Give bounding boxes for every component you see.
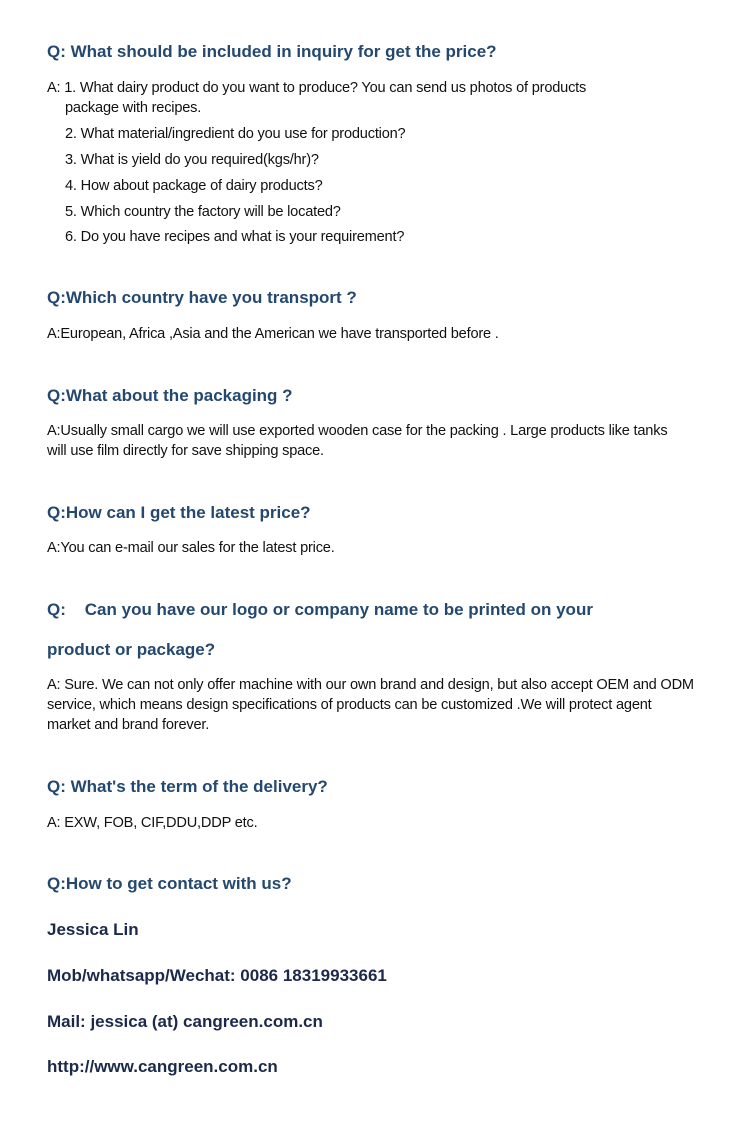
answer-line: package with recipes. (65, 100, 202, 116)
list-item: 4. How about package of dairy products? (65, 178, 323, 194)
answer-latest-price: A:You can e-mail our sales for the latest price. (47, 540, 335, 556)
question-transport: Q:Which country have you transport ? (47, 288, 357, 307)
contact-mail: Mail: jessica (at) cangreen.com.cn (47, 1012, 323, 1031)
question-contact: Q:How to get contact with us? (47, 874, 292, 893)
answer-transport: A:European, Africa ,Asia and the American we have transported before . (47, 326, 499, 342)
question-inquiry: Q: What should be included in inquiry for get the price? (47, 42, 497, 61)
contact-website: http://www.cangreen.com.cn (47, 1057, 278, 1076)
list-item: 6. Do you have recipes and what is your requirement? (65, 229, 405, 245)
question-logo-line2: product or package? (47, 640, 216, 659)
question-latest-price: Q:How can I get the latest price? (47, 503, 311, 522)
list-item: 5. Which country the factory will be located? (65, 204, 341, 220)
list-item: 2. What material/ingredient do you use for production? (65, 126, 406, 142)
list-item: 3. What is yield do you required(kgs/hr)? (65, 152, 319, 168)
question-delivery: Q: What's the term of the delivery? (47, 777, 328, 796)
answer-delivery: A: EXW, FOB, CIF,DDU,DDP etc. (47, 815, 258, 831)
answer-packaging: A:Usually small cargo we will use exported wooden case for the packing . Large products like tanks will use film directly for save shipping space. (47, 423, 668, 459)
contact-name: Jessica Lin (47, 920, 139, 939)
question-packaging: Q:What about the packaging ? (47, 386, 293, 405)
answer-line: A: 1. What dairy product do you want to produce? You can send us photos of products (47, 80, 587, 96)
question-logo-line1: Q: Can you have our logo or company name to be printed on your (47, 600, 593, 619)
contact-mobile: Mob/whatsapp/Wechat: 0086 18319933661 (47, 966, 387, 985)
answer-logo: A: Sure. We can not only offer machine with our own brand and design, but also accept OEM and ODM service, which means design specifications of products can be customized .We will protect agent market and brand forever. (47, 677, 694, 733)
